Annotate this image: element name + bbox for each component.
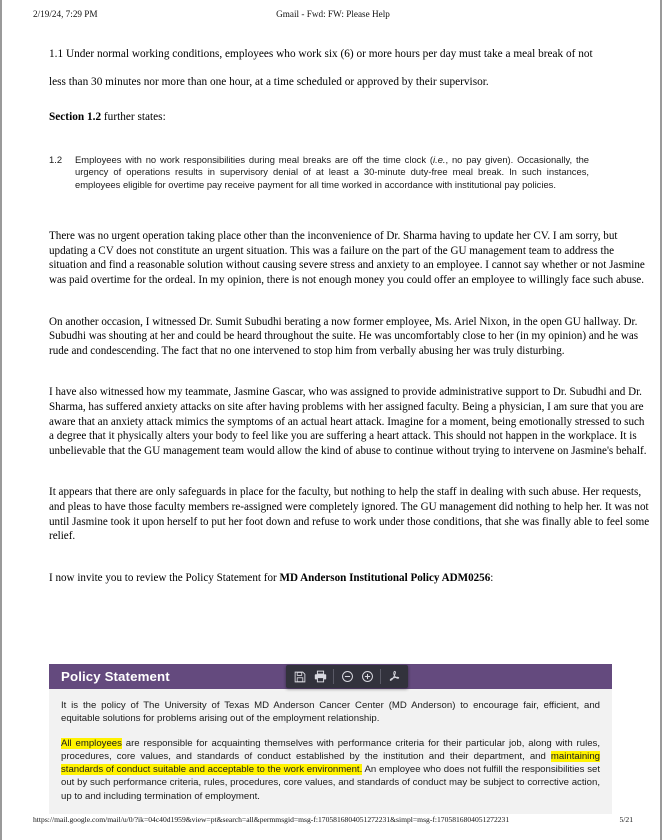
policy-paragraph-2 — [61, 737, 600, 802]
policy-invite-bold: MD Anderson Institutional Policy ADM0256 — [279, 571, 491, 584]
save-icon[interactable] — [290, 667, 310, 687]
policy-invite-prefix: I now invite you to review the Policy Statement for — [49, 571, 280, 584]
policy-invite-suffix: : — [490, 571, 494, 584]
print-footer-page-number: 5/21 — [619, 815, 633, 824]
quoted-block-1-2 — [2, 154, 662, 191]
quoted-block-1-2-number: 1.2 — [49, 154, 63, 165]
block-1-2-italic: i.e. — [433, 154, 446, 165]
zoom-out-icon[interactable] — [337, 667, 357, 687]
print-header — [2, 9, 662, 23]
policy-paragraph-1: It is the policy of The University of Texas MD Anderson Cancer Center (MD Anderson) to encourage fair, efficient, and equitable solutions for problems arising out of the employment relationship. — [61, 700, 600, 725]
body-paragraph-4: It appears that there are only safeguards in place for the faculty, but nothing to help the staff in dealing with such abuse. Her requests, and pleas to have those faculty members re-assigned were completely ignored. The GU management did nothing to help her. It was not until Jasmine took it upon herself to put her foot down and refuse to work under those conditions, that she was finally able to feel some relief. — [49, 486, 650, 543]
quoted-block-1-2-text — [75, 154, 662, 191]
policy-statement-body — [49, 689, 612, 814]
quoted-section-1-1: 1.1 Under normal working conditions, employees who work six (6) or more hours per day must take a meal break of not less than 30 minutes nor more than one hour, at a time scheduled or approved by their supervisor. — [49, 48, 593, 88]
print-icon[interactable] — [310, 667, 330, 687]
policy-highlight-2: maintaining standards of conduct suitable and acceptable to the work environment. — [61, 751, 600, 776]
print-header-title: Gmail - Fwd: FW: Please Help — [276, 9, 390, 19]
section-1-2-lead — [2, 96, 662, 126]
toolbar-divider-2 — [380, 669, 381, 684]
zoom-in-icon[interactable] — [357, 667, 377, 687]
policy-paragraph-2-mid1: are responsible for acquainting themselves with performance criteria for their particular job, along with rules, procedures, core values, and standards of conduct established by the institution and their department, and — [61, 738, 600, 763]
policy-statement-box — [49, 664, 612, 814]
policy-statement-title: Policy Statement — [61, 669, 170, 684]
section-1-2-label: Section 1.2 — [49, 111, 102, 123]
print-header-date: 2/19/24, 7:29 PM — [33, 9, 98, 19]
block-1-2-part2: , no pay given). Occasionally, the urgency of operations results in supervisory denial of at least a 30-minute duty-free meal break. In such instances, employees eligible for overtime pay receive payment for all time worked in accordance with institutional pay policies. — [75, 154, 589, 190]
toolbar-divider-1 — [333, 669, 334, 684]
policy-statement-header — [49, 664, 612, 689]
body-paragraph-1: There was no urgent operation taking place other than the inconvenience of Dr. Sharma having to update her CV. I am sorry, but updating a CV does not constitute an urgent situation. This was a failure on the part of the GU management team to address the situation and find a reasonable solution without causing severe stress and anxiety to an employee. I cannot say whether or not Jasmine was paid overtime for the ordeal. In my opinion, there is not enough money you could offer an employee to willingly face such abuse. — [49, 230, 645, 286]
body-paragraph-2: On another occasion, I witnessed Dr. Sumit Subudhi berating a now former employee, Ms. Ariel Nixon, in the open GU hallway. Dr. Subudhi was shouting at her and could be heard throughout the suite. He was uncomfortably close to her (in my opinion) and he was rude and condescending. The fact that no one intervened to stop him from verbally abusing her was truly disturbing. — [49, 315, 639, 357]
print-footer-url: https://mail.google.com/mail/u/0/?ik=04c40d1959&view=pt&search=all&permmsgid=msg-f:1705816804051272231&simpl=msg-f:1705816804051272231 — [33, 815, 510, 824]
section-1-2-lead-rest: further states: — [101, 111, 166, 123]
pdf-viewer-toolbar[interactable] — [286, 665, 408, 688]
policy-paragraph-2-mid2: An employee who does not fulfill the responsibilities set out by such performance criteria, rules, procedures, core values, and standards of conduct may be subject to corrective action, up to and including termination of employment. — [61, 764, 600, 802]
policy-invite-paragraph — [2, 571, 662, 586]
policy-highlight-1: All employees — [61, 738, 122, 750]
adobe-acrobat-icon[interactable] — [384, 667, 404, 687]
print-footer — [2, 815, 662, 827]
document-content — [2, 40, 662, 585]
block-1-2-part1: Employees with no work responsibilities during meal breaks are off the time clock ( — [75, 154, 433, 165]
body-paragraph-3: I have also witnessed how my teammate, Jasmine Gascar, who was assigned to provide administrative support to Dr. Subudhi and Dr. Sharma, has suffered anxiety attacks on site after having problems with her assigned faculty. Being a physician, I am sure that you are aware that an anxiety attack mimics the symptoms of an actual heart attack. Imagine for a moment, being emotionally stressed to such a degree that it physically alters your body to feel like you are suffering a heart attack. This should not happen in the workplace. It is unbelievable that the GU management team would allow the kind of abuse to continue without trying to intervene on Jasmine's behalf. — [49, 386, 647, 457]
